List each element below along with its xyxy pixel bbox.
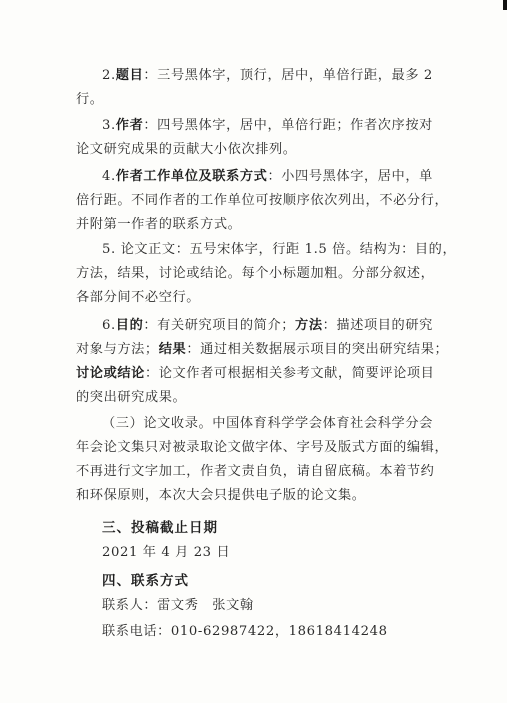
item-6-structure — [76, 314, 449, 410]
item-5-line-1: 5. 论文正文：五号宋体字，行距 1.5 倍。结构为：目的， — [102, 242, 457, 257]
contact-phone: 联系电话：010-62987422，18618414248 — [102, 624, 388, 639]
item-2-label: 题目 — [115, 68, 144, 83]
item-2-number: 2. — [102, 68, 116, 83]
item-2-text-1: ：三号黑体字，顶行，居中，单倍行距，最多 2 — [143, 68, 433, 83]
item-5-line-2: 方法，结果，讨论或结论。每个小标题加粗。分部分叙述， — [76, 266, 435, 281]
contact-heading: 四、联系方式 — [102, 573, 189, 589]
item-6-label-result: 结果 — [158, 342, 187, 357]
item-4-number: 4. — [102, 169, 116, 184]
item-3-text-1: ：四号黑体字，居中，单倍行距；作者次序按对 — [143, 118, 433, 133]
item-6-label-discussion: 讨论或结论 — [76, 366, 145, 381]
item-3-number: 3. — [102, 118, 116, 133]
item-6-line-4: 的突出研究成果。 — [76, 390, 187, 405]
item-6-text-method: ：描述项目的研究 — [322, 318, 433, 333]
item-6-label-method: 方法 — [295, 318, 323, 333]
item-6-line-2-text: 对象与方法； — [76, 342, 159, 357]
item-4-text-3: 并附第一作者的联系方式。 — [76, 217, 242, 232]
item-6-number: 6. — [102, 318, 116, 333]
collect-line-1: （三）论文收录。中国体育科学学会体育社会科学分会 — [102, 416, 433, 431]
item-4-text-2: 倍行距。不同作者的工作单位可按顺序依次列出，不必分行， — [76, 193, 449, 208]
item-5-body-format — [76, 238, 457, 310]
item-4-affiliation-format — [76, 165, 449, 237]
scan-corner-mark — [503, 0, 507, 10]
collect-line-3: 不再进行文字加工，作者文责自负，请自留底稿。本着节约 — [76, 464, 435, 479]
item-2-title-format — [76, 64, 438, 112]
item-5-line-3: 各部分间不必空行。 — [76, 290, 201, 305]
item-4-label: 作者工作单位及联系方式 — [115, 169, 268, 184]
collect-line-2: 年会论文集只对被录取论文做字体、字号及版式方面的编辑， — [76, 440, 449, 455]
deadline-heading: 三、投稿截止日期 — [102, 520, 218, 536]
contact-person: 联系人：雷文秀 张文翰 — [102, 598, 254, 613]
item-6-text-purpose: ：有关研究项目的简介； — [143, 318, 296, 333]
collect-line-4: 和环保原则，本次大会只提供电子版的论文集。 — [76, 488, 366, 503]
paper-collection-paragraph — [76, 412, 449, 508]
item-3-label: 作者 — [115, 118, 144, 133]
item-4-text-1: ：小四号黑体字，居中，单 — [267, 169, 433, 184]
item-6-text-discussion: ：论文作者可根据相关参考文献，简要评论项目 — [144, 366, 435, 381]
item-3-author-format — [76, 114, 438, 162]
item-3-text-2: 论文研究成果的贡献大小依次排列。 — [76, 142, 297, 157]
item-6-text-result: ：通过相关数据展示项目的突出研究结果； — [186, 342, 449, 357]
item-6-label-purpose: 目的 — [115, 318, 144, 333]
item-2-text-2: 行。 — [76, 92, 104, 107]
deadline-date: 2021 年 4 月 23 日 — [102, 545, 231, 560]
